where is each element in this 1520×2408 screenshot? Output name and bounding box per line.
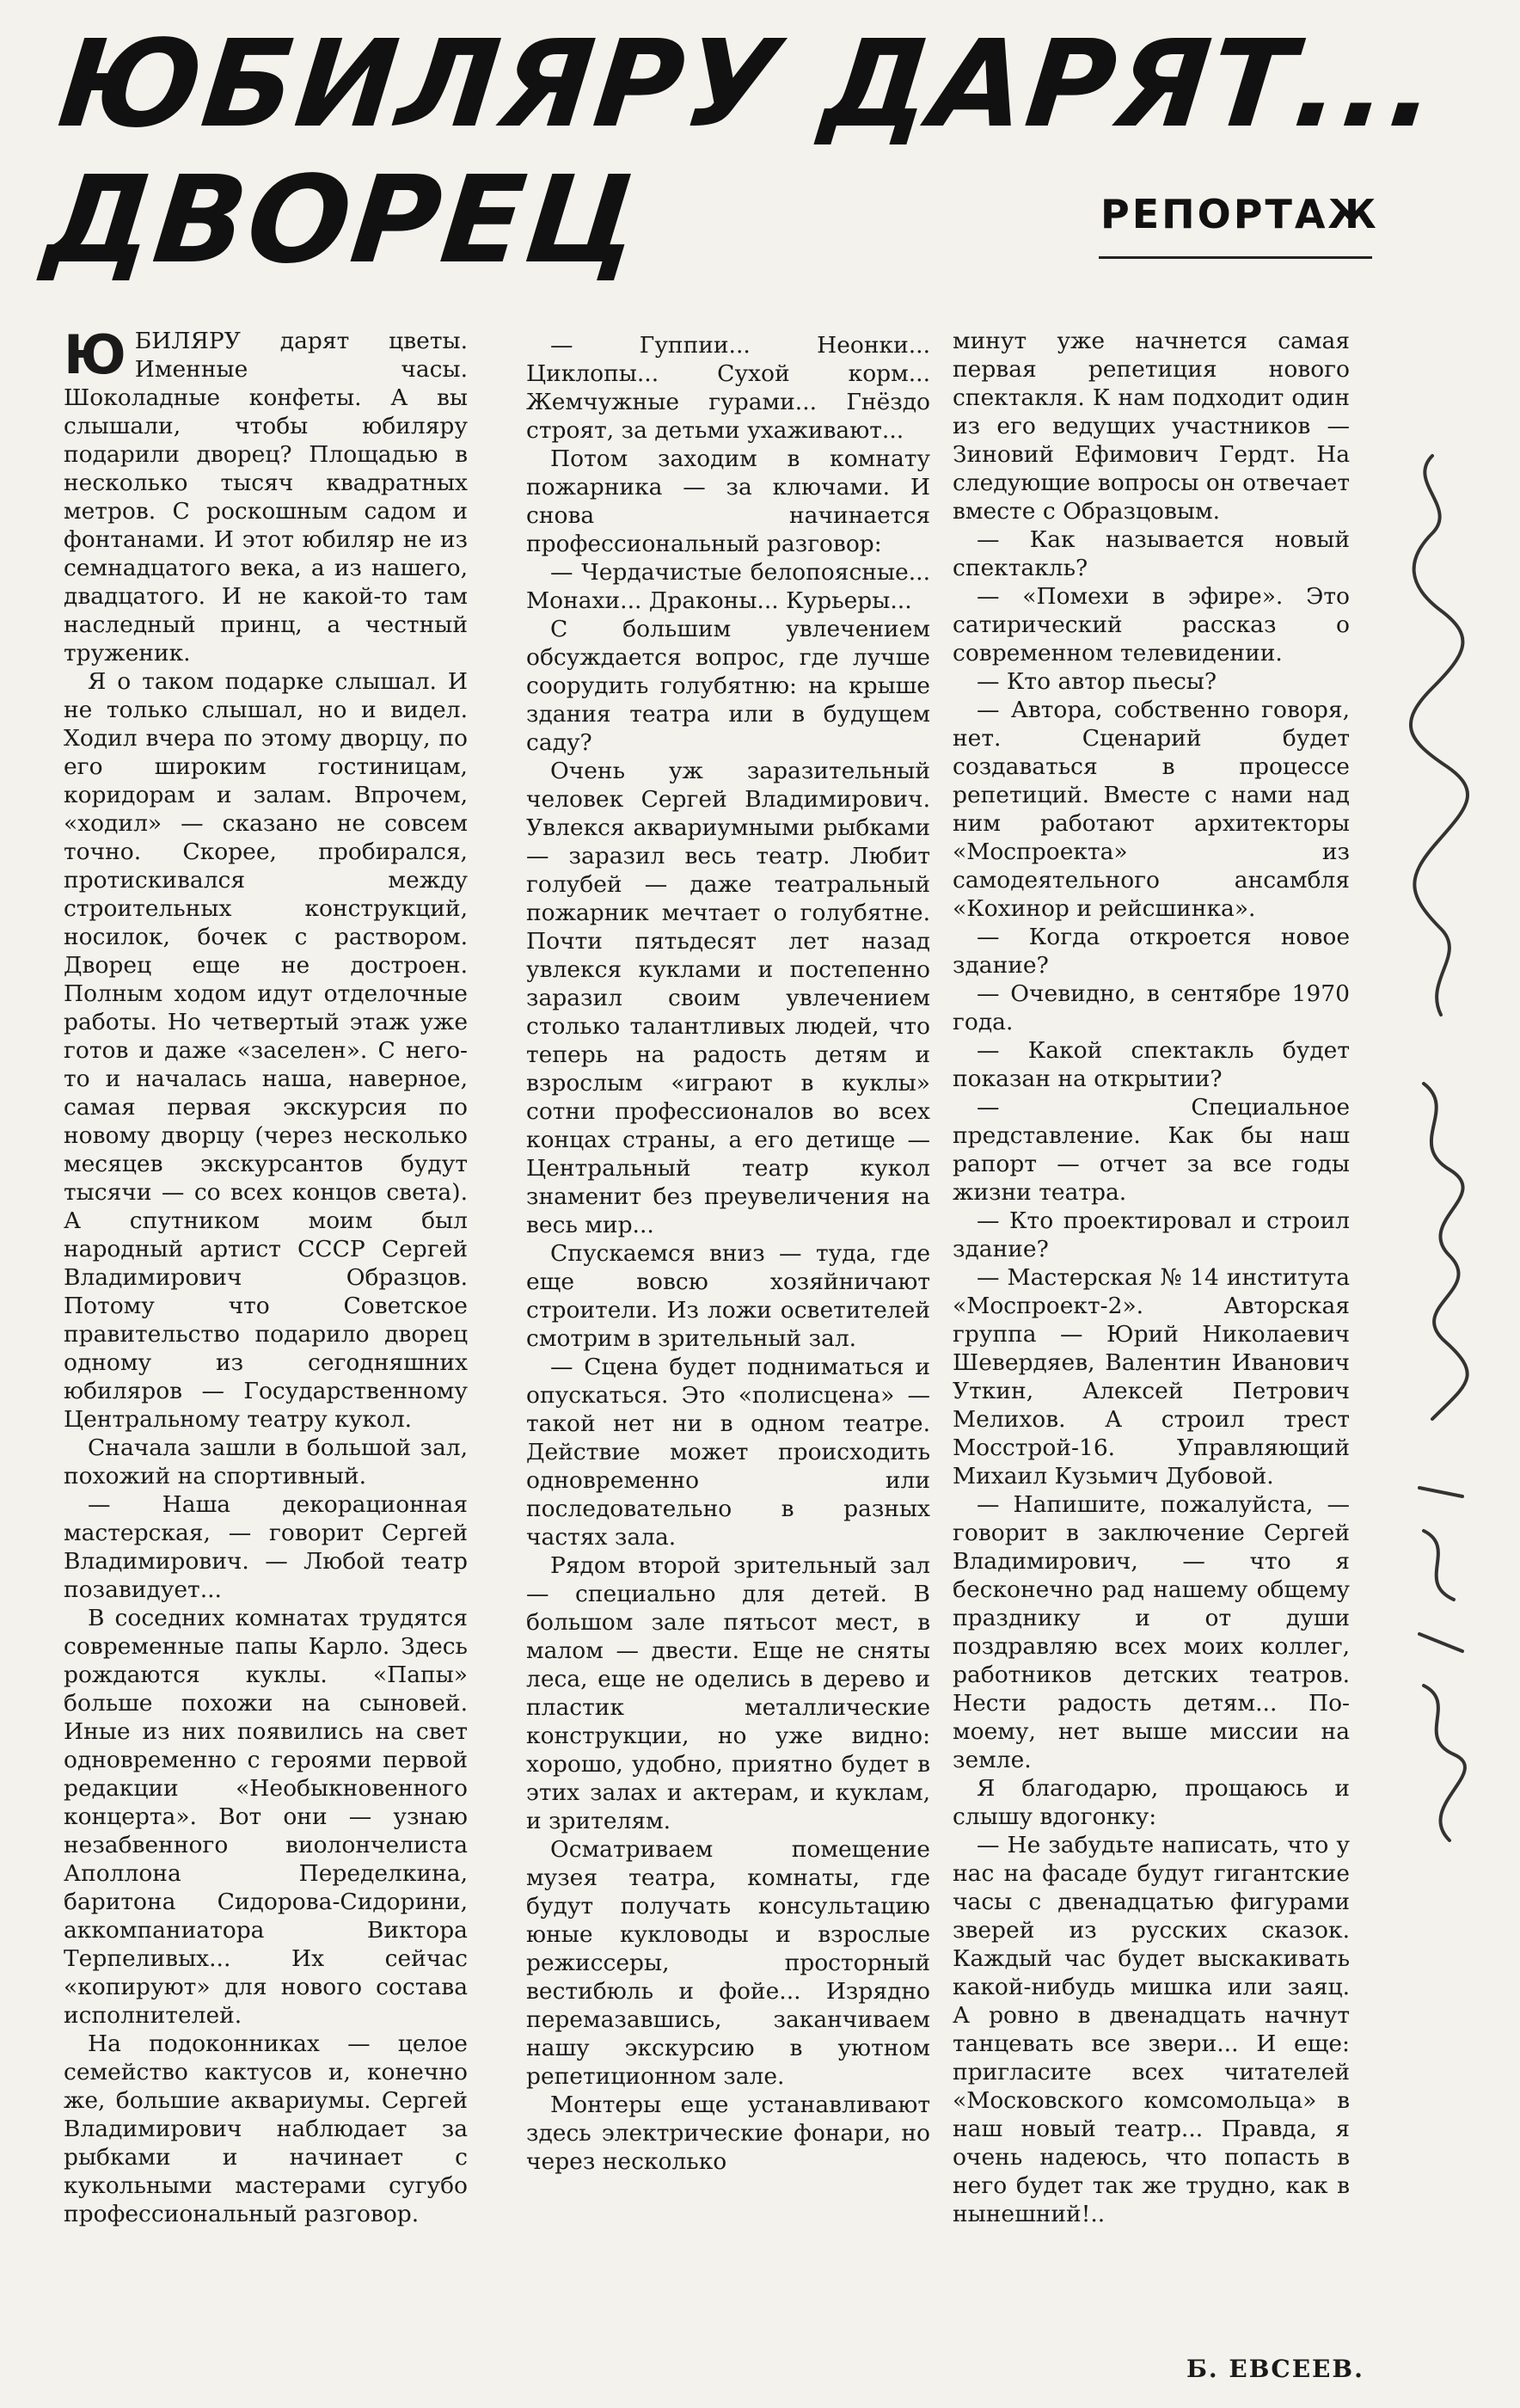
paragraph: — Кто автор пьесы? <box>977 668 1217 695</box>
paragraph: — Не забудьте написать, что у нас на фасаде будут гигантские часы с двенадцатью фигурами зверей из русских сказок. Каждый час будет выскакивать какой-нибудь мишка или заяц. А ровно в двенадцать начнут танцевать все звери... И еще: пригласите всех читателей «Московского комсомольца» в наш новый театр... Правда, я очень надеюсь, что попасть в него будет так же трудно, как в нынешний!.. <box>953 1832 1350 2227</box>
paragraph: — Кто проектировал и строил здание? <box>953 1207 1350 1262</box>
paragraph: В соседних комнатах трудятся современные папы Карло. Здесь рождаются куклы. «Папы» больше похожи на сыновей. Иные из них появились на свет одновременно с героями первой редакции «Необыкновенного концерта». Вот они — узнаю незабвенного виолончелиста Аполлона Переделкина, баритона Сидорова-Сидорини, аккомпаниатора Виктора Терпеливых... Их сейчас «копируют» для нового состава исполнителей. <box>64 1605 468 2029</box>
paragraph: Рядом второй зрительный зал — специально для детей. В большом зале пятьсот мест, в малом — двести. Еще не сняты леса, еще не оделись в дерево и пластик металлические конструкции, но уже видно: хорошо, удобно, приятно будет в этих залах и актерам, и куклам, и зрителям. <box>526 1552 930 1834</box>
paragraph: Сначала зашли в большой зал, похожий на спортивный. <box>64 1434 468 1490</box>
paragraph: — Напишите, пожалуйста, — говорит в заключение Сергей Владимирович, — что я бесконечно рад нашему общему празднику и от души поздравляю всех моих коллег, работников детских театров. Нести радость детям... По-моему, нет выше миссии на земле. <box>953 1491 1350 1773</box>
paragraph: минут уже начнется самая первая репетиция нового спектакля. К нам подходит один из его ведущих участников — Зиновий Ефимович Гердт. На следующие вопросы он отвечает вместе с Образцовым. <box>953 328 1350 525</box>
paragraph: Я о таком подарке слышал. И не только слышал, но и видел. Ходил вчера по этому дворцу, по его широким гостиницам, коридорам и залам. Впрочем, «ходил» — сказано не совсем точно. Скорее, пробирался, протискивался между строительных конструкций, носилок, бочек с раствором. Дворец еще не достроен. Полным ходом идут отделочные работы. Но четвертый этаж уже готов и даже «заселен». С него-то и началась наша, наверное, самая первая экскурсия по новому дворцу (через несколько месяцев экскурсантов будут тысячи — со всех концов света). А спутником моим был народный артист СССР Сергей Владимирович Образцов. Потому что Советское правительство подарило дворец одному из сегодняшних юбиляров — Государственному Центральному театру кукол. <box>64 668 468 1433</box>
paragraph: С большим увлечением обсуждается вопрос, где лучше соорудить голубятню: на крыше здания театра или в будущем саду? <box>526 616 930 756</box>
author-signature: Б. ЕВСЕЕВ. <box>1186 2355 1364 2383</box>
paragraph: — Когда откроется новое здание? <box>953 924 1350 979</box>
paragraph: На подоконниках — целое семейство кактусов и, конечно же, большие аквариумы. Сергей Владимирович наблюдает за рыбками и начинает с кукольными мастерами сугубо профессиональный разговор. <box>64 2030 468 2227</box>
paragraph: Осматриваем помещение музея театра, комнаты, где будут получать консультацию юные кукловоды и взрослые режиссеры, просторный вестибюль и фойе... Изрядно перемазавшись, заканчиваем нашу экскурсию в уютном репетиционном зале. <box>526 1836 930 2090</box>
drop-cap: Ю <box>64 323 126 386</box>
paragraph: — Гуппии... Неонки... Циклопы... Сухой корм... Жемчужные гурами... Гнёздо строят, за детьми ухаживают... <box>526 332 930 444</box>
paragraph: — Мастерская № 14 института «Моспроект-2». Авторская группа — Юрий Николаевич Шевердяев, Валентин Иванович Уткин, Алексей Петрович Мелихов. А строил трест Мосстрой-16. Управляющий Михаил Кузьмич Дубовой. <box>953 1264 1350 1490</box>
paragraph: — Сцена будет подниматься и опускаться. Это «полисцена» — такой нет ни в одном театре. Действие может происходить одновременно или последовательно в разных частях зала. <box>526 1354 930 1551</box>
paragraph: — Очевидно, в сентябре 1970 года. <box>953 980 1350 1035</box>
paragraph: БИЛЯРУ дарят цветы. Именные часы. Шоколадные конфеты. А вы слышали, чтобы юбиляру подарили дворец? Площадью в несколько тысяч квадратных метров. С роскошным садом и фонтанами. И этот юбиляр не из семнадцатого века, а из нашего, двадцатого. И не какой-то там наследный принц, а честный труженик. <box>64 328 468 666</box>
headline-line-1: ЮБИЛЯРУ ДАРЯТ... <box>52 15 1445 155</box>
paragraph: Очень уж заразительный человек Сергей Владимирович. Увлекся аквариумными рыбками — заразил весь театр. Любит голубей — даже театральный пожарник мечтает о голубятне. Почти пятьдесят лет назад увлекся куклами и постепенно заразил своим увлечением столько талантливых людей, что теперь на радость детям и взрослым «играют в куклы» сотни профессионалов во всех концах страны, а его детище — Центральный театр кукол знаменит без преувеличения на весь мир... <box>526 758 930 1238</box>
headline-line-2: ДВОРЕЦ <box>38 150 647 291</box>
paragraph: Потом заходим в комнату пожарника — за ключами. И снова начинается профессиональный разговор: <box>526 445 930 557</box>
article-column-3 <box>953 327 1350 2228</box>
rubric-underline <box>1099 256 1372 259</box>
paragraph: Я благодарю, прощаюсь и слышу вдогонку: <box>953 1775 1350 1830</box>
paragraph: — Какой спектакль будет показан на открытии? <box>953 1037 1350 1092</box>
article-column-1 <box>64 323 468 2228</box>
rubric-label: РЕПОРТАЖ <box>1100 191 1379 237</box>
paragraph: — Автора, собственно говоря, нет. Сценарий будет создаваться в процессе репетиций. Вместе с нами над ним работают архитекторы «Моспроекта» из самодеятельного ансамбля «Кохинор и рейсшинка». <box>953 697 1350 922</box>
paragraph: — «Помехи в эфире». Это сатирический рассказ о современном телевидении. <box>953 583 1350 666</box>
paragraph: Спускаемся вниз — туда, где еще вовсю хозяйничают строители. Из ложи осветителей смотрим в зрительный зал. <box>526 1240 930 1352</box>
handwritten-annotation <box>1372 430 1501 1892</box>
paragraph: — Чердачистые белопоясные... Монахи... Драконы... Курьеры... <box>526 559 930 614</box>
paragraph: Монтеры еще устанавливают здесь электрические фонари, но через несколько <box>526 2092 930 2175</box>
headline <box>39 17 1444 289</box>
handwriting-scribble-icon <box>1372 430 1501 1892</box>
article-column-2 <box>526 331 930 2176</box>
paragraph: — Как называется новый спектакль? <box>953 526 1350 581</box>
paragraph: — Наша декорационная мастерская, — говорит Сергей Владимирович. — Любой театр позавидует... <box>64 1491 468 1603</box>
paragraph: — Специальное представление. Как бы наш рапорт — отчет за все годы жизни театра. <box>953 1094 1350 1206</box>
